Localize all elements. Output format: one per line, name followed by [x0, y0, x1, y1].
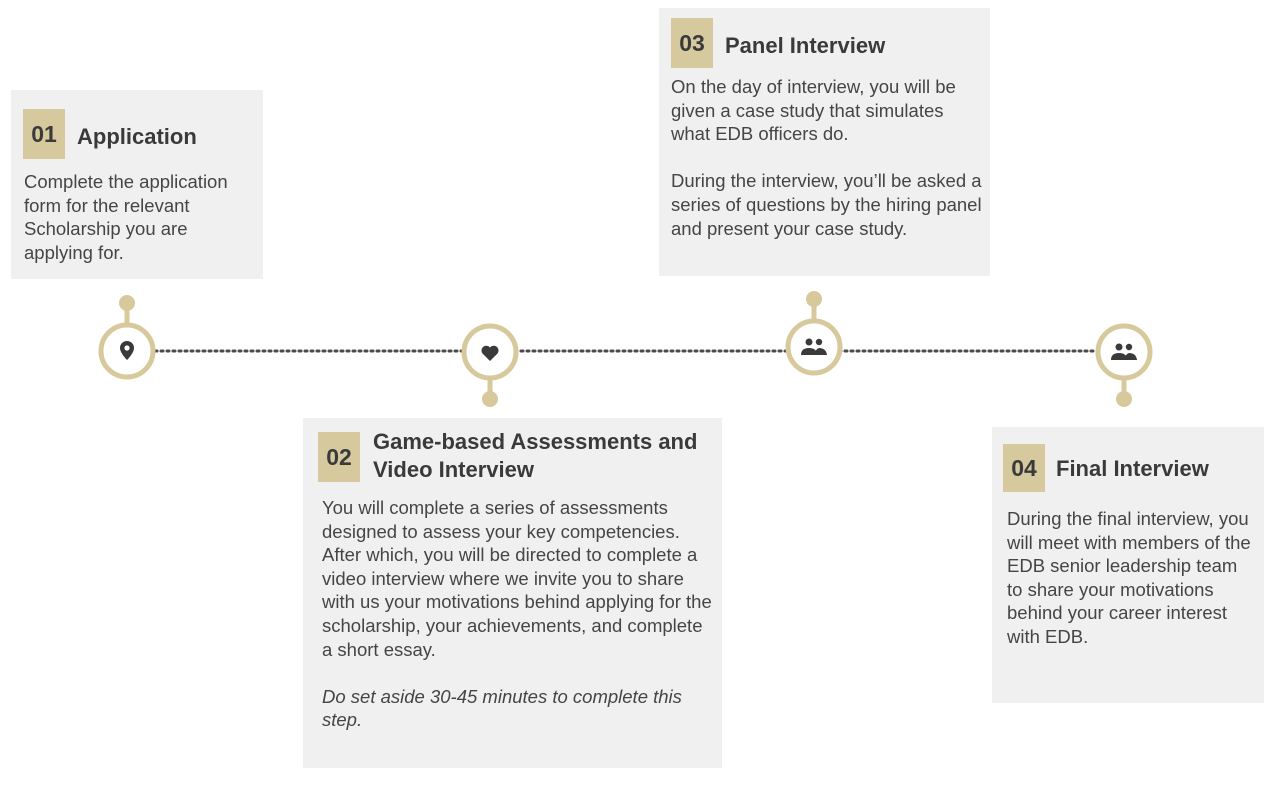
step-title: Game-based Assessments and Video Interview: [373, 429, 698, 482]
step-number: 04: [1003, 444, 1045, 492]
step-number: 01: [23, 109, 65, 159]
timeline-node-2: [464, 326, 516, 407]
step-card-1: [11, 90, 263, 279]
step-number: 03: [671, 18, 713, 68]
step-title: Application: [77, 124, 197, 149]
step-card-2: [303, 418, 722, 768]
timeline-node-1: [101, 295, 153, 377]
step-title: Panel Interview: [725, 33, 886, 58]
step-title: Final Interview: [1056, 456, 1209, 481]
step-description: During the final interview, you will meet with members of the EDB senior leadership team to share your motivations behind your career interest with EDB.: [1007, 508, 1251, 647]
step-number: 02: [318, 432, 360, 482]
step-description: Complete the application form for the relevant Scholarship you are applying for.: [24, 171, 228, 263]
step-card-3: [659, 8, 990, 276]
timeline-node-3: [788, 291, 840, 373]
timeline-node-4: [1098, 326, 1150, 407]
step-card-4: [992, 427, 1264, 703]
step-description: On the day of interview, you will be given a case study that simulates what EDB officers do. During the interview, you’ll be asked a series of questions by the hiring panel and present your case study.: [671, 76, 982, 239]
step-note: Do set aside 30-45 minutes to complete this step.: [322, 685, 682, 731]
step-description: You will complete a series of assessments designed to assess your key competencies. After which, you will be directed to complete a video interview where we invite you to share with us your motivations behind applying for the scholarship, your achievements, and complete a short essay. Do set aside 30-45 minutes to complete this step.: [322, 497, 712, 731]
